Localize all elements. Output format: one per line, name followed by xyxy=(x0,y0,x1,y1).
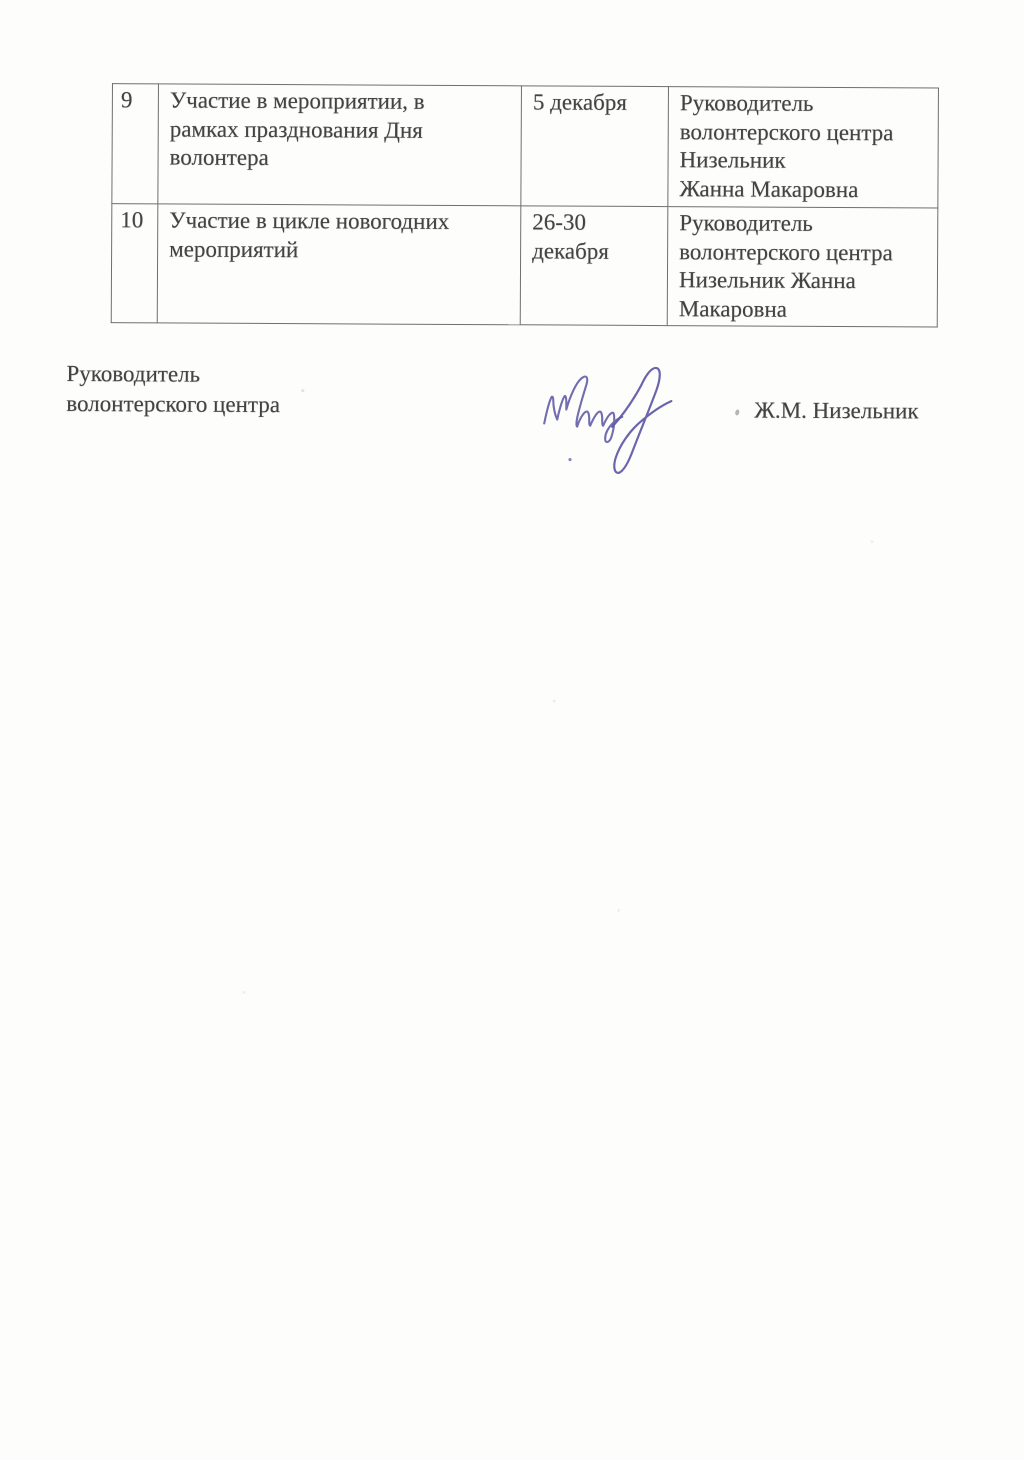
activity-cell: Участие в мероприятии, в рамках празднования Дня волонтера xyxy=(158,84,522,206)
activity-cell: Участие в цикле новогодних мероприятий xyxy=(157,204,521,325)
handwritten-signature-icon xyxy=(532,353,683,488)
row-number-cell: 10 xyxy=(111,204,158,323)
scan-speck xyxy=(242,991,245,994)
table-row xyxy=(111,204,938,327)
scan-speck xyxy=(618,909,620,912)
date-cell: 26-30 декабря xyxy=(520,206,668,326)
signer-name: Ж.М. Низельник xyxy=(754,397,919,424)
scan-speck xyxy=(735,409,740,416)
responsible-cell: Руководитель волонтерского центра Низельник Жанна Макаровна xyxy=(668,87,939,208)
activities-table xyxy=(111,83,939,327)
date-cell: 5 декабря xyxy=(521,86,669,207)
signer-position-label: Руководитель волонтерского центра xyxy=(66,360,281,418)
scan-speck xyxy=(553,699,556,702)
row-number-cell: 9 xyxy=(112,84,159,204)
scan-speck xyxy=(301,389,304,392)
table-row xyxy=(112,84,939,208)
scan-speck xyxy=(871,540,874,543)
responsible-cell: Руководитель волонтерского центра Низельник Жанна Макаровна xyxy=(667,207,938,327)
